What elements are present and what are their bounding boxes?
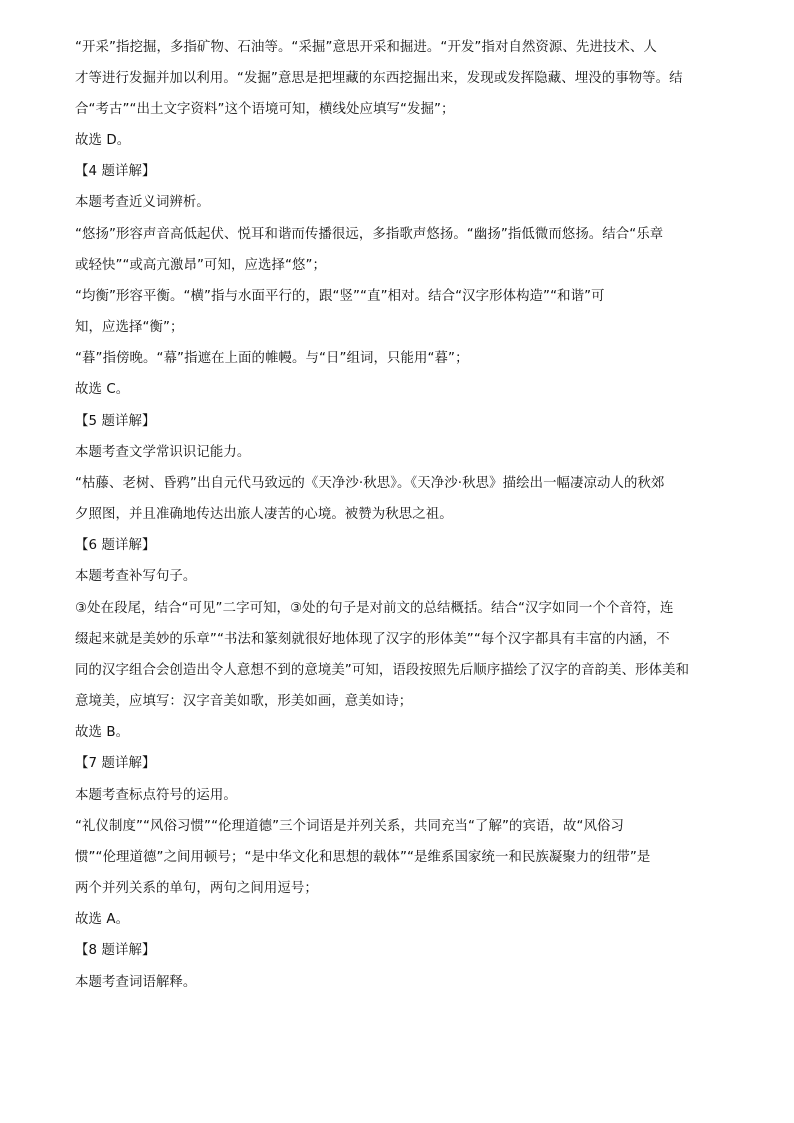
text-line: 本题考查词语解释。	[75, 975, 197, 990]
text-line: “礼仪制度”“风俗习惯”“伦理道德”三个词语是并列关系，共同充当“了解”的宾语，故“风俗习	[75, 819, 624, 834]
text-line: 故选 A。	[75, 912, 130, 927]
section-heading: 【4 题详解】	[75, 164, 156, 179]
section-heading: 【8 题详解】	[75, 943, 156, 958]
section-heading: 【7 题详解】	[75, 756, 156, 771]
text-line: 惯”“伦理道德”之间用顿号；“是中华文化和思想的载体”“是维系国家统一和民族凝聚力的纽带”是	[75, 850, 651, 865]
text-line: “均衡”形容平衡。“横”指与水面平行的，跟“竖”“直”相对。结合“汉字形体构造”“和谐”可	[75, 289, 605, 304]
text-line: 才等进行发掘并加以利用。“发掘”意思是把埋藏的东西挖掘出来，发现或发挥隐藏、埋没的事物等。结	[75, 71, 683, 86]
text-line: 本题考查文学常识识记能力。	[75, 445, 251, 460]
text-line: 本题考查近义词辨析。	[75, 195, 210, 210]
text-line: 本题考查补写句子。	[75, 569, 197, 584]
text-line: 缀起来就是美妙的乐章”“书法和篆刻就很好地体现了汉字的形体美”“每个汉字都具有丰富的内涵，不	[75, 632, 670, 647]
text-line: 合“考古”“出土文字资料”这个语境可知，横线处应填写“发掘”；	[75, 102, 455, 117]
text-line: 夕照图，并且准确地传达出旅人凄苦的心境。被赞为秋思之祖。	[75, 507, 453, 522]
text-line: 同的汉字组合会创造出令人意想不到的意境美”可知，语段按照先后顺序描绘了汉字的音韵美、形体美和	[75, 663, 690, 678]
text-line: 或轻快”“或高亢激昂”可知，应选择“悠”；	[75, 258, 327, 273]
section-heading: 【5 题详解】	[75, 414, 156, 429]
text-line: “悠扬”形容声音高低起伏、悦耳和谐而传播很远，多指歌声悠扬。“幽扬”指低微而悠扬。结合“乐章	[75, 227, 664, 242]
text-line: 两个并列关系的单句，两句之间用逗号；	[75, 881, 318, 896]
text-line: 本题考查标点符号的运用。	[75, 788, 237, 803]
text-line: 故选 D。	[75, 133, 131, 148]
section-heading: 【6 题详解】	[75, 538, 156, 553]
text-line: “开采”指挖掘，多指矿物、石油等。“采掘”意思开采和掘进。“开发”指对自然资源、先进技术、人	[75, 40, 657, 55]
text-line: “暮”指傍晚。“幕”指遮在上面的帷幔。与“日”组词，只能用“暮”；	[75, 351, 469, 366]
text-line: ③处在段尾，结合“可见”二字可知，③处的句子是对前文的总结概括。结合“汉字如同一个个音符，连	[75, 601, 674, 616]
text-line: 知，应选择“衡”；	[75, 320, 184, 335]
text-line: 意境美，应填写：汉字音美如歌，形美如画，意美如诗；	[75, 694, 413, 709]
text-line: “枯藤、老树、昏鸦”出自元代马致远的《天净沙·秋思》。《天净沙·秋思》描绘出一幅凄凉动人的秋郊	[75, 476, 665, 491]
text-line: 故选 B。	[75, 725, 130, 740]
text-line: 故选 C。	[75, 382, 130, 397]
